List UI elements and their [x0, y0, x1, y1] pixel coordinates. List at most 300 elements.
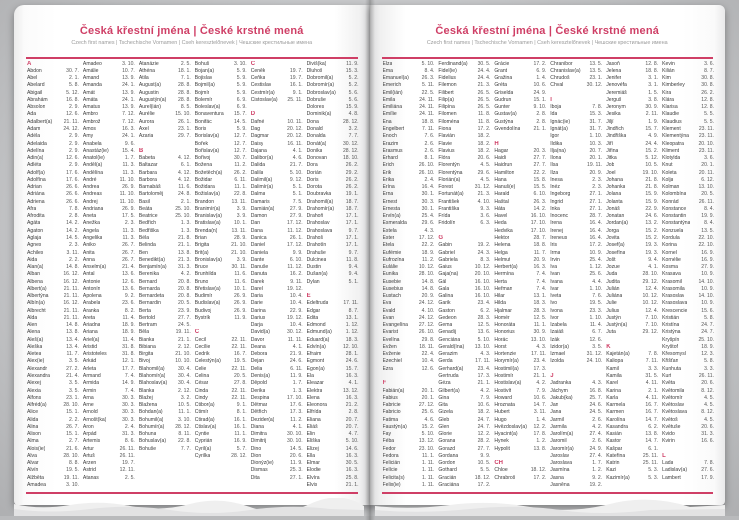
name-entry [195, 191, 247, 198]
name-entry [83, 322, 135, 329]
name-entry [251, 257, 303, 264]
name-entry [83, 126, 135, 133]
name-day-date: 19. 3. [645, 249, 659, 256]
name-day-date: 2. 9. [69, 147, 79, 154]
name-day-date: 26. 9. [122, 184, 135, 191]
name-entry [251, 279, 303, 286]
name-label: Andrej [82, 198, 98, 205]
name-entry [438, 293, 490, 300]
name-day-date: 2. 1. [648, 387, 659, 394]
name-label: Budimír [194, 293, 213, 300]
name-label: Drahomír(a) [306, 205, 335, 212]
section-letter: C [194, 329, 200, 336]
name-entry [27, 111, 79, 118]
name-entry [307, 308, 359, 315]
name-entry [494, 97, 546, 104]
spacer-row [550, 90, 602, 97]
name-entry [27, 475, 79, 482]
name-entry [307, 199, 359, 206]
name-label: Honoráta [494, 322, 516, 329]
section-letter: I [550, 96, 552, 103]
name-day-date: 21. 6. [66, 445, 79, 452]
name-entry [662, 170, 714, 177]
name-label: Géza [438, 380, 451, 387]
name-entry [27, 482, 79, 489]
name-label: Kristýna [662, 329, 681, 336]
name-entry [438, 206, 490, 213]
name-day-date: 2. 3. [69, 242, 79, 249]
name-entry [662, 162, 714, 169]
name-label: Arkád [82, 358, 97, 365]
name-day-date: 4. 10. [477, 198, 491, 205]
name-day-date: 10. 10. [175, 358, 191, 365]
name-entry [494, 344, 546, 351]
name-entry [550, 482, 602, 489]
name-entry [383, 446, 435, 453]
name-entry [383, 286, 435, 293]
name-label: Kasandra [606, 423, 628, 430]
name-day-date: 16. 12. [63, 278, 79, 285]
name-label: Karina [606, 387, 621, 394]
name-day-date: 7. 11. [645, 358, 659, 365]
name-label: Izabela [550, 322, 567, 329]
name-label: Jenifer [606, 75, 622, 82]
name-label: Gala [438, 285, 450, 292]
name-day-date: 17. 1. [345, 213, 359, 220]
name-day-date: 7. 4. [124, 373, 135, 380]
name-day-date: 3. 6. [704, 155, 715, 162]
name-day-date: 30. 8. [701, 75, 715, 82]
name-label: Jaromil [550, 438, 567, 445]
name-label: Aristoteles [82, 351, 107, 358]
name-entry [251, 119, 303, 126]
name-entry [195, 351, 247, 358]
name-day-date: 26. 2. [345, 184, 359, 191]
name-entry [139, 228, 191, 235]
name-day-date: 5. 12. [645, 155, 659, 162]
name-day-date: 9. 7. [348, 249, 359, 256]
name-entry [606, 61, 658, 68]
name-entry [251, 126, 303, 133]
name-label: Blahomír(a) [138, 373, 166, 380]
name-entry [195, 177, 247, 184]
spacer-row [662, 446, 714, 453]
name-day-date: 18. 3. [345, 336, 359, 343]
name-label: Jiřina [606, 147, 619, 154]
name-label: Ervín(a) [382, 213, 401, 220]
name-entry [83, 75, 135, 82]
name-label: Julius [606, 307, 620, 314]
name-label: Izidor(a) [550, 343, 569, 350]
name-entry [307, 213, 359, 220]
name-label: Klotylda [662, 155, 681, 162]
name-day-date: 14. 9. [122, 380, 135, 387]
name-label: Beatrice [138, 213, 158, 220]
name-day-date: 1. 10. [589, 133, 603, 140]
name-label: Angelika [82, 234, 103, 241]
name-day-date: 24. 11. [419, 104, 435, 111]
name-entry [83, 213, 135, 220]
name-day-date: 29. 12. [642, 278, 659, 285]
name-label: Hvězdoslav(a) [494, 423, 527, 430]
name-day-date: 24. 4. [477, 75, 491, 82]
name-day-date: 3. 10. [233, 60, 247, 67]
name-day-date: 14. 10. [698, 278, 715, 285]
name-label: Božetěch(a) [194, 169, 223, 176]
name-label: Albín(a) [27, 300, 45, 307]
name-entry [438, 90, 490, 97]
name-day-date: 23. 4. [533, 358, 547, 365]
name-label: Iris [550, 242, 558, 249]
name-label: Květoš [662, 416, 678, 423]
name-label: Kasián [606, 431, 622, 438]
name-label: Edeltruda [306, 300, 329, 307]
name-entry [606, 475, 658, 482]
name-entry [438, 133, 490, 140]
name-label: Bohuna [138, 431, 157, 438]
name-day-date: 7. 7. [180, 445, 191, 452]
name-day-date: 10. 5. [178, 402, 191, 409]
name-day-date: 23. 11. [698, 125, 715, 132]
name-day-date: 9. 3. [480, 205, 491, 212]
name-entry [383, 300, 435, 307]
name-day-date: 26. 11. [119, 452, 135, 459]
name-day-date: 22. 5. [421, 89, 435, 96]
name-day-date: 5. 7. [236, 445, 247, 452]
name-label: Juda [606, 271, 618, 278]
name-day-date: 27. 9. [701, 264, 715, 271]
name-day-date: 16. 1. [289, 82, 303, 89]
name-label: Eunika [382, 271, 399, 278]
name-day-date: 4. 5. [704, 416, 715, 423]
name-entry [606, 431, 658, 438]
name-entry [494, 199, 546, 206]
name-label: Elektra [306, 387, 323, 394]
name-entry [383, 133, 435, 140]
name-entry [438, 300, 490, 307]
name-label: Eufrozína [382, 256, 405, 263]
name-label: Dalimír(a) [250, 184, 274, 191]
name-label: Ernest [382, 198, 398, 205]
name-label: Gustýna [494, 118, 514, 125]
name-label: Dimitra [250, 431, 267, 438]
name-entry [550, 322, 602, 329]
name-label: Armin [82, 387, 97, 394]
name-day-date: 13. 9. [122, 89, 135, 96]
name-label: Jovita [606, 234, 620, 241]
spacer-row [606, 337, 658, 344]
name-day-date: 11. 4. [122, 336, 135, 343]
name-label: Drahoslava [306, 227, 333, 234]
name-day-date: 1. 2. [536, 438, 547, 445]
name-entry [606, 68, 658, 75]
name-day-date: 1. 7. [292, 380, 303, 387]
name-day-date: 15. 1. [66, 409, 79, 416]
name-entry [251, 68, 303, 75]
name-entry [27, 380, 79, 387]
name-day-date: 5. 9. [236, 125, 247, 132]
name-day-date: 7. 4. [536, 278, 547, 285]
page-right-title: Česká křestní jména | České krstné mená [435, 25, 660, 37]
name-day-date: 23. 9. [178, 307, 191, 314]
name-day-date: 31. 3. [178, 264, 191, 271]
name-label: Dajana [250, 147, 267, 154]
name-entry [195, 409, 247, 416]
name-entry [27, 257, 79, 264]
name-day-date: 31. 3. [122, 431, 135, 438]
name-day-date: 16. 9. [701, 256, 715, 263]
name-label: Babeta [138, 155, 155, 162]
name-day-date: 26. 1. [289, 234, 303, 241]
name-entry [606, 82, 658, 89]
name-day-date: 21. 8. [178, 234, 191, 241]
name-day-date: 24. 1. [122, 82, 135, 89]
name-entry [438, 366, 490, 373]
name-day-date: 2. 9. [69, 162, 79, 169]
name-label: Gema [438, 322, 453, 329]
name-day-date: 17. 6. [66, 169, 79, 176]
name-entry [606, 308, 658, 315]
name-entry [606, 162, 658, 169]
name-label: Kornel [662, 249, 677, 256]
page-right [370, 5, 726, 505]
name-day-date: 30. 3. [122, 416, 135, 423]
name-label: Irvin [550, 256, 560, 263]
name-label: Branimír(a) [194, 205, 221, 212]
name-label: Háta [494, 205, 506, 212]
name-day-date: 10. 9. [589, 249, 603, 256]
name-entry [662, 111, 714, 118]
name-entry [550, 133, 602, 140]
name-label: Bernard [138, 278, 157, 285]
name-entry [550, 155, 602, 162]
name-entry [83, 133, 135, 140]
name-day-date: 2. 3. [592, 184, 603, 191]
name-entry [195, 279, 247, 286]
name-day-date: 17. 10. [530, 227, 547, 234]
name-entry [606, 220, 658, 227]
name-day-date: 17. 6. [289, 402, 303, 409]
name-entry [494, 213, 546, 220]
name-day-date: 19. 7. [289, 75, 303, 82]
name-day-date: 4. 5. [704, 394, 715, 401]
name-entry [307, 61, 359, 68]
name-entry [662, 177, 714, 184]
name-label: Kosma [662, 264, 678, 271]
name-entry [550, 431, 602, 438]
name-column [438, 61, 490, 492]
name-label: Alexandr [27, 365, 48, 372]
name-entry [139, 373, 191, 380]
name-label: Blanka [138, 387, 155, 394]
name-label: Hostimil(a) [494, 365, 519, 372]
name-day-date: 17. 3. [477, 373, 491, 380]
name-entry [251, 453, 303, 460]
name-day-date: 24. 1. [122, 133, 135, 140]
name-day-date: 5. 10. [421, 431, 435, 438]
name-label: Hermína [494, 271, 514, 278]
name-label: Damon [250, 213, 268, 220]
name-label: Anastáz(ie) [82, 147, 109, 154]
name-entry [550, 184, 602, 191]
name-day-date: 17. 10. [530, 220, 547, 227]
name-label: Adrian [27, 184, 42, 191]
name-entry [251, 380, 303, 387]
name-label: Bivoj [138, 358, 150, 365]
name-label: Azaria [138, 133, 154, 140]
name-label: Jaroslav [550, 452, 570, 459]
name-day-date: 1. 10. [589, 285, 603, 292]
name-label: Cyrilka [194, 452, 211, 459]
name-day-date: 3. 5. [592, 343, 603, 350]
name-day-date: 28. 10. [418, 271, 435, 278]
name-day-date: 24. 7. [701, 329, 715, 336]
name-entry [662, 424, 714, 431]
name-day-date: 13. 11. [231, 227, 247, 234]
name-label: Fay [382, 431, 391, 438]
name-label: Anita [82, 249, 95, 256]
name-entry [27, 417, 79, 424]
name-entry [438, 373, 490, 380]
name-label: Filibert [438, 89, 454, 96]
name-label: Andriana [82, 205, 104, 212]
name-label: Abigail [27, 89, 43, 96]
name-entry [139, 199, 191, 206]
name-day-date: 5. 1. [292, 191, 303, 198]
name-entry [606, 104, 658, 111]
name-entry [195, 271, 247, 278]
name-label: Celestýn(a) [194, 358, 221, 365]
name-entry [662, 133, 714, 140]
name-entry [494, 315, 546, 322]
name-entry [383, 366, 435, 373]
name-label: Abdon [27, 67, 42, 74]
name-day-date: 13. 8. [66, 329, 79, 336]
name-day-date: 2. 6. [592, 416, 603, 423]
name-label: Filoména [438, 118, 460, 125]
name-entry [307, 250, 359, 257]
name-entry [27, 337, 79, 344]
name-label: Alison [27, 431, 41, 438]
name-entry [662, 467, 714, 474]
name-label: Lada [662, 460, 674, 467]
name-label: Dylan [306, 278, 320, 285]
name-entry [139, 75, 191, 82]
name-day-date: 26. 9. [233, 293, 247, 300]
name-day-date: 20. 11. [698, 169, 715, 176]
name-entry [251, 438, 303, 445]
name-day-date: 5. 8. [69, 82, 79, 89]
name-entry [27, 141, 79, 148]
name-day-date: 16. 4. [589, 220, 603, 227]
name-day-date: 27. 7. [533, 155, 547, 162]
name-label: Kurt [662, 373, 672, 380]
name-entry [494, 220, 546, 227]
name-day-date: 28. 1. [345, 351, 359, 358]
name-day-date: 2. 5. [124, 474, 135, 481]
name-entry [307, 133, 359, 140]
name-entry [383, 170, 435, 177]
name-entry [383, 250, 435, 257]
name-label: Athéna [138, 67, 155, 74]
name-label: Alfréd(a) [27, 402, 47, 409]
name-label: Jindřiška [606, 133, 627, 140]
name-label: Krasoslav [662, 293, 685, 300]
name-day-date: 15. 9. [645, 198, 659, 205]
name-entry [662, 75, 714, 82]
name-day-date: 3. 5. [69, 358, 79, 365]
name-label: Deana [250, 343, 266, 350]
name-entry [662, 402, 714, 409]
name-day-date: 13. 1. [533, 293, 547, 300]
name-entry [83, 424, 135, 431]
name-label: Juliána [606, 293, 623, 300]
name-entry [606, 126, 658, 133]
name-day-date: 16. 10. [474, 285, 491, 292]
name-day-date: 14. 6. [345, 445, 359, 452]
name-label: Afra [27, 205, 37, 212]
name-day-date: 10. 11. [287, 118, 303, 125]
name-entry [662, 82, 714, 89]
name-day-date: 2. 2. [69, 256, 79, 263]
name-label: Eusebius [382, 285, 404, 292]
name-day-date: 19. 12. [287, 314, 303, 321]
name-entry [307, 271, 359, 278]
name-day-date: 20. 6. [701, 423, 715, 430]
name-label: Andělína [82, 169, 104, 176]
name-day-date: 11. 3. [122, 234, 135, 241]
name-entry [494, 351, 546, 358]
name-label: Klarisa [662, 104, 678, 111]
name-label: Alban [27, 271, 41, 278]
bottom-rule-left [26, 492, 358, 494]
name-day-date: 13. 10. [530, 336, 547, 343]
name-day-date: 24. 11. [419, 111, 435, 118]
name-day-date: 30. 4. [178, 373, 191, 380]
name-entry [251, 162, 303, 169]
name-label: Erasmus [382, 147, 403, 154]
name-day-date: 4. 1. [292, 423, 303, 430]
name-entry [139, 133, 191, 140]
name-label: Job [606, 162, 615, 169]
section-letter: K [606, 343, 611, 350]
name-entry [606, 329, 658, 336]
name-day-date: 17. 2. [477, 125, 491, 132]
name-entry [494, 235, 546, 242]
name-entry [83, 467, 135, 474]
name-entry [494, 271, 546, 278]
name-label: Beáta [138, 205, 153, 212]
name-day-date: 20. 6. [289, 452, 303, 459]
name-label: Celie [194, 365, 207, 372]
name-entry [550, 300, 602, 307]
name-entry [195, 417, 247, 424]
name-entry [550, 119, 602, 126]
name-entry [662, 250, 714, 257]
name-entry [438, 213, 490, 220]
name-label: Bohuš [194, 60, 210, 67]
name-day-date: 2. 7. [69, 438, 79, 445]
name-entry [494, 126, 546, 133]
name-entry [550, 329, 602, 336]
name-day-date: 4. 5. [704, 402, 715, 409]
section-letter: B [138, 147, 144, 154]
name-entry [195, 68, 247, 75]
name-day-date: 13. 10. [698, 184, 715, 191]
section-letter: Č [250, 60, 256, 67]
name-day-date: 10. 6. [533, 394, 547, 401]
name-day-date: 16. 10. [474, 293, 491, 300]
